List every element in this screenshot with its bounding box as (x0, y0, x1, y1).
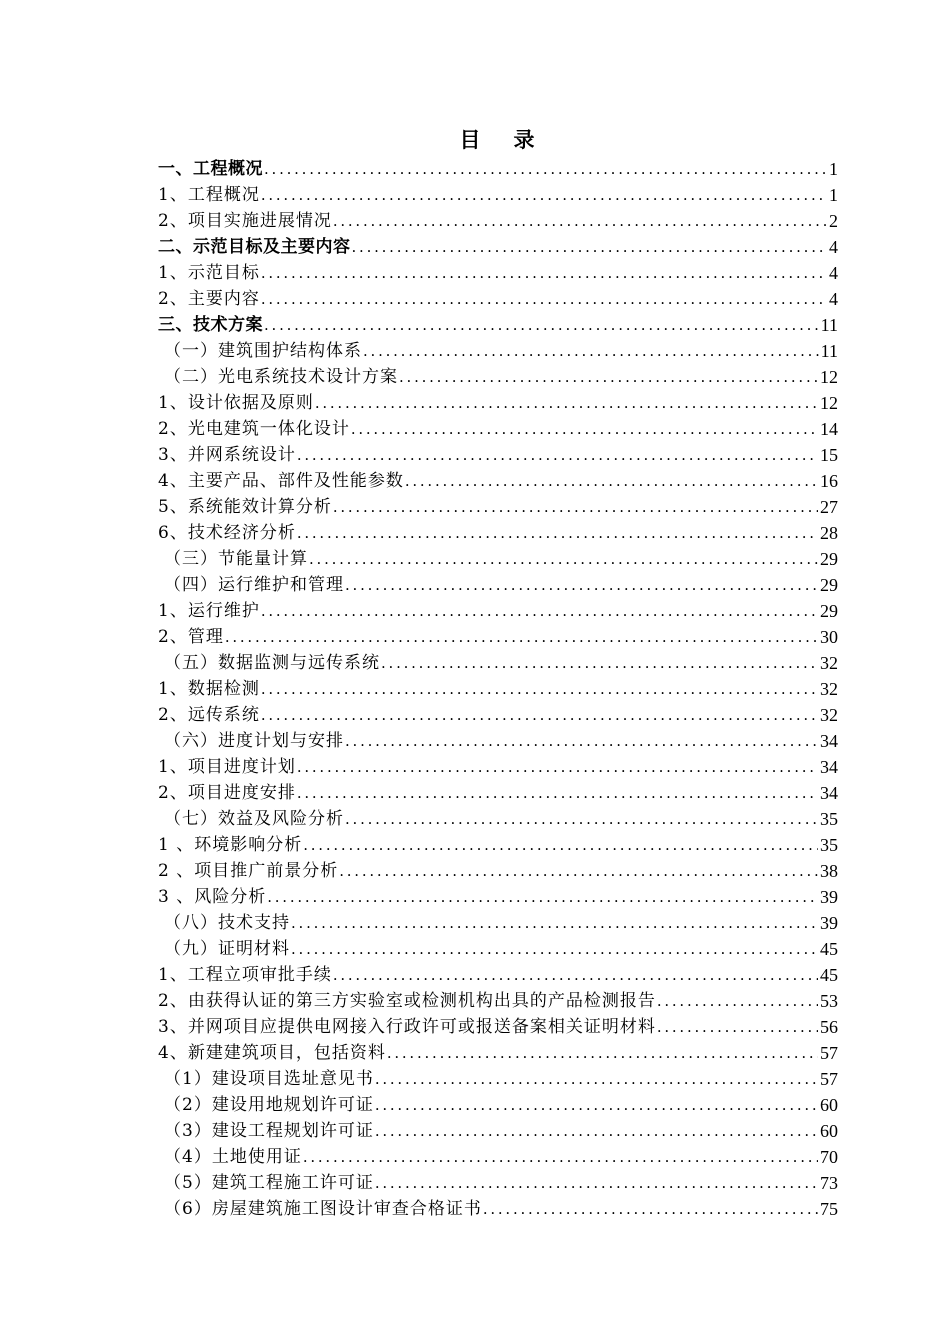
toc-entry[interactable] (158, 673, 838, 699)
toc-entry-text: （六）进度计划与安排 (164, 731, 344, 751)
dot-leader (261, 679, 818, 699)
toc-page-number: 34 (820, 731, 838, 751)
toc-page-number: 60 (820, 1121, 838, 1141)
toc-entry[interactable] (158, 517, 838, 543)
toc-page-number: 4 (829, 289, 838, 309)
toc-entry[interactable] (158, 257, 838, 283)
toc-entry[interactable] (158, 647, 838, 673)
dot-leader (381, 653, 818, 673)
toc-entry-text: （2）建设用地规划许可证 (164, 1095, 374, 1115)
toc-entry-text: （6）房屋建筑施工图设计审查合格证书 (164, 1199, 482, 1219)
toc-entry-text: （四）运行维护和管理 (164, 575, 344, 595)
toc-page-number: 29 (820, 575, 838, 595)
toc-entry[interactable] (158, 1167, 838, 1193)
toc-entry-text: 1、示范目标 (158, 263, 260, 283)
toc-entry-text: 2 、项目推广前景分析 (158, 861, 339, 881)
toc-entry[interactable] (158, 439, 838, 465)
toc-entry[interactable] (158, 1193, 838, 1219)
toc-entry-text: （1）建设项目选址意见书 (164, 1069, 374, 1089)
dot-leader (333, 497, 818, 517)
toc-page-number: 57 (820, 1069, 838, 1089)
toc-page-number: 12 (820, 367, 838, 387)
toc-entry[interactable] (158, 855, 838, 881)
toc-entry-text: （二）光电系统技术设计方案 (164, 367, 398, 387)
toc-entry[interactable] (158, 699, 838, 725)
toc-entry-text: （3）建设工程规划许可证 (164, 1121, 374, 1141)
toc-entry[interactable] (158, 1141, 838, 1167)
dot-leader (297, 445, 818, 465)
toc-entry-text: 2、主要内容 (158, 289, 260, 309)
toc-entry-text: 3、并网系统设计 (158, 445, 296, 465)
toc-page-number: 32 (820, 705, 838, 725)
toc-entry[interactable] (158, 179, 838, 205)
toc-entry[interactable] (158, 543, 838, 569)
toc-page-number: 39 (820, 887, 838, 907)
dot-leader (303, 1147, 818, 1167)
dot-leader (261, 705, 818, 725)
toc-entry-text: 1、运行维护 (158, 601, 260, 621)
toc-entry-text: 2、光电建筑一体化设计 (158, 419, 350, 439)
toc-page-number: 34 (820, 757, 838, 777)
toc-entry-text: （七）效益及风险分析 (164, 809, 344, 829)
toc-entry[interactable] (158, 361, 838, 387)
toc-entry[interactable] (158, 725, 838, 751)
toc-page-number: 16 (820, 471, 838, 491)
dot-leader (375, 1173, 818, 1193)
toc-page-number: 35 (820, 809, 838, 829)
toc-entry[interactable] (158, 1037, 838, 1063)
dot-leader (297, 523, 818, 543)
toc-page-number: 27 (820, 497, 838, 517)
toc-page-number: 45 (820, 965, 838, 985)
toc-entry[interactable] (158, 309, 838, 335)
toc-entry-text: （八）技术支持 (164, 913, 290, 933)
dot-leader (297, 783, 818, 803)
dot-leader (339, 861, 818, 881)
toc-entry-text: （4）土地使用证 (164, 1147, 302, 1167)
toc-entry[interactable] (158, 803, 838, 829)
toc-page-number: 57 (820, 1043, 838, 1063)
toc-entry[interactable] (158, 933, 838, 959)
toc-entry-text: 1、工程立项审批手续 (158, 965, 332, 985)
toc-entry-text: 三、技术方案 (158, 315, 263, 335)
toc-entry-text: （五）数据监测与远传系统 (164, 653, 380, 673)
dot-leader (315, 393, 818, 413)
toc-entry-text: 二、示范目标及主要内容 (158, 237, 351, 257)
toc-page-number: 4 (829, 263, 838, 283)
toc-page-number: 35 (820, 835, 838, 855)
toc-page-number: 39 (820, 913, 838, 933)
dot-leader (333, 211, 826, 231)
toc-entry-text: 4、主要产品、部件及性能参数 (158, 471, 404, 491)
toc-page-number: 32 (820, 653, 838, 673)
dot-leader (345, 575, 818, 595)
toc-entry[interactable] (158, 413, 838, 439)
toc-page-number: 60 (820, 1095, 838, 1115)
toc-entry[interactable] (158, 881, 838, 907)
dot-leader (657, 991, 818, 1011)
toc-entry-text: 1、工程概况 (158, 185, 260, 205)
toc-page-number: 38 (820, 861, 838, 881)
dot-leader (483, 1199, 818, 1219)
dot-leader (405, 471, 818, 491)
toc-entry[interactable] (158, 569, 838, 595)
toc-entry-text: 2、远传系统 (158, 705, 260, 725)
toc-entry[interactable] (158, 1063, 838, 1089)
toc-page-number: 11 (820, 315, 838, 335)
toc-entry-text: （九）证明材料 (164, 939, 290, 959)
toc-entry-text: 1 、环境影响分析 (158, 835, 303, 855)
toc-entry[interactable] (158, 1115, 838, 1141)
toc-entry[interactable] (158, 829, 838, 855)
dot-leader (333, 965, 818, 985)
toc-page-number: 70 (820, 1147, 838, 1167)
toc-page-number: 45 (820, 939, 838, 959)
toc-page-number: 29 (820, 601, 838, 621)
dot-leader (303, 835, 818, 855)
toc-page-number: 28 (820, 523, 838, 543)
toc-page-number: 32 (820, 679, 838, 699)
dot-leader (291, 913, 818, 933)
toc-entry[interactable] (158, 205, 838, 231)
toc-page-number: 1 (829, 159, 838, 179)
toc-entry-text: 2、项目实施进展情况 (158, 211, 332, 231)
toc-page-number: 2 (829, 211, 838, 231)
toc-entry[interactable] (158, 985, 838, 1011)
dot-leader (345, 809, 818, 829)
dot-leader (375, 1095, 818, 1115)
toc-page-number: 30 (820, 627, 838, 647)
toc-entry[interactable] (158, 465, 838, 491)
toc-page-number: 12 (820, 393, 838, 413)
toc-entry[interactable] (158, 907, 838, 933)
toc-entry-text: 2、由获得认证的第三方实验室或检测机构出具的产品检测报告 (158, 991, 656, 1011)
toc-entry[interactable] (158, 491, 838, 517)
toc-list (158, 153, 838, 1219)
dot-leader (261, 263, 826, 283)
dot-leader (225, 627, 818, 647)
dot-leader (261, 185, 826, 205)
dot-leader (345, 731, 818, 751)
toc-entry-text: 5、系统能效计算分析 (158, 497, 332, 517)
toc-entry-text: （三）节能量计算 (164, 549, 308, 569)
toc-entry[interactable] (158, 1089, 838, 1115)
toc-page-number: 53 (820, 991, 838, 1011)
toc-entry-text: 一、工程概况 (158, 159, 263, 179)
dot-leader (351, 419, 818, 439)
toc-entry[interactable] (158, 335, 838, 361)
toc-title: 目 录 (459, 128, 541, 152)
toc-entry-text: 3 、风险分析 (158, 887, 267, 907)
toc-page-number: 11 (820, 341, 838, 361)
toc-entry[interactable] (158, 231, 838, 257)
toc-page-number: 4 (829, 237, 838, 257)
dot-leader (264, 315, 819, 335)
toc-entry-text: 2、管理 (158, 627, 224, 647)
toc-page-number: 29 (820, 549, 838, 569)
dot-leader (375, 1069, 818, 1089)
toc-entry[interactable] (158, 283, 838, 309)
toc-entry-text: 3、并网项目应提供电网接入行政许可或报送备案相关证明材料 (158, 1017, 656, 1037)
dot-leader (309, 549, 818, 569)
dot-leader (297, 757, 818, 777)
dot-leader (261, 601, 818, 621)
dot-leader (267, 887, 818, 907)
toc-entry-text: 1、数据检测 (158, 679, 260, 699)
dot-leader (363, 341, 819, 361)
toc-entry[interactable] (158, 959, 838, 985)
dot-leader (399, 367, 818, 387)
toc-page-number: 14 (820, 419, 838, 439)
toc-entry[interactable] (158, 621, 838, 647)
toc-entry[interactable] (158, 777, 838, 803)
toc-page-number: 1 (829, 185, 838, 205)
toc-page-number: 56 (820, 1017, 838, 1037)
dot-leader (352, 237, 827, 257)
toc-entry[interactable] (158, 387, 838, 413)
toc-page-number: 34 (820, 783, 838, 803)
dot-leader (261, 289, 826, 309)
toc-entry[interactable] (158, 595, 838, 621)
dot-leader (387, 1043, 818, 1063)
toc-entry[interactable] (158, 153, 838, 179)
toc-entry-text: 2、项目进度安排 (158, 783, 296, 803)
toc-entry-text: 4、新建建筑项目，包括资料 (158, 1043, 386, 1063)
dot-leader (291, 939, 818, 959)
dot-leader (657, 1017, 818, 1037)
toc-entry-text: （5）建筑工程施工许可证 (164, 1173, 374, 1193)
toc-entry-text: 6、技术经济分析 (158, 523, 296, 543)
toc-entry[interactable] (158, 1011, 838, 1037)
toc-page-number: 73 (820, 1173, 838, 1193)
toc-entry-text: 1、项目进度计划 (158, 757, 296, 777)
toc-page-number: 75 (820, 1199, 838, 1219)
toc-page-number: 15 (820, 445, 838, 465)
toc-entry[interactable] (158, 751, 838, 777)
dot-leader (375, 1121, 818, 1141)
toc-entry-text: （一）建筑围护结构体系 (164, 341, 362, 361)
dot-leader (264, 159, 826, 179)
toc-entry-text: 1、设计依据及原则 (158, 393, 314, 413)
